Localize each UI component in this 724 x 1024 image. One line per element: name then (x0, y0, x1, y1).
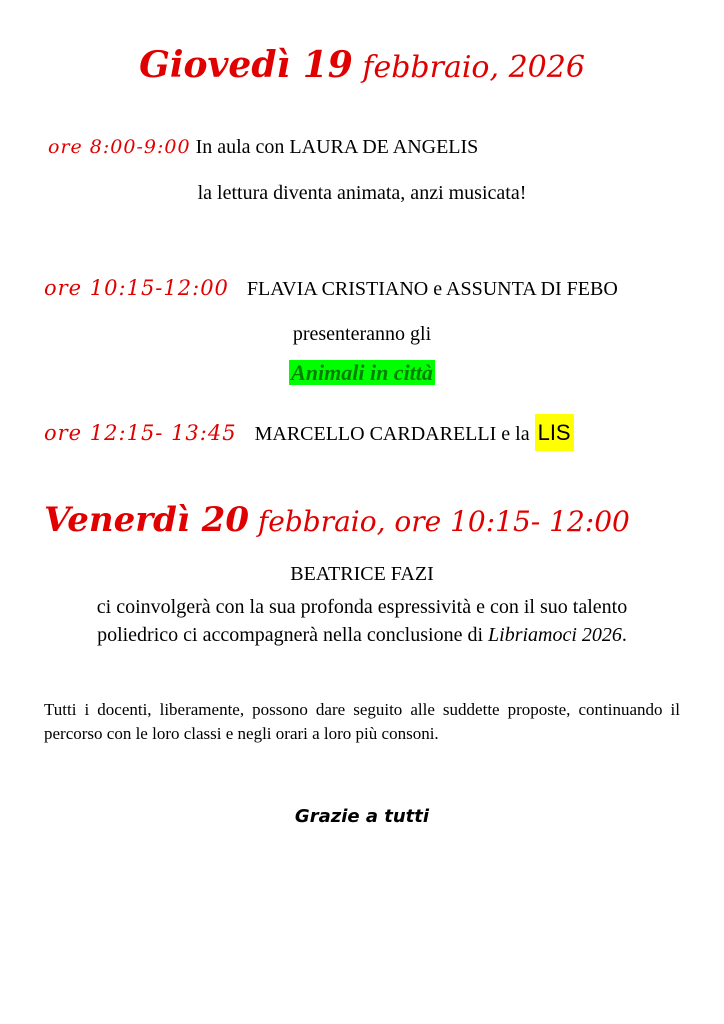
day2-desc2-italic: Libriamoci 2026 (488, 624, 622, 646)
day2-desc1: ci coinvolgerà con la sua profonda espressività e con il suo talento (96, 596, 628, 618)
day2-desc2-suffix: . (621, 624, 627, 646)
session1-desc-line (0, 182, 724, 205)
session3-text: MARCELLO CARDARELLI e la (254, 423, 535, 445)
day2-heading (44, 500, 714, 540)
session1-desc: la lettura diventa animata, anzi musicata! (197, 182, 527, 204)
day2-heading-rest: febbraio, ore 10:15- 12:00 (249, 505, 630, 538)
session2-title-line (0, 360, 724, 386)
day2-desc-line2 (0, 624, 724, 647)
session2-line (44, 276, 714, 301)
note-paragraph: Tutti i docenti, liberamente, possono dare seguito alle suddette proposte, continuando il percorso con le loro classi e negli orari a loro più consoni. (44, 700, 680, 743)
day1-heading-date: febbraio, 2026 (352, 50, 585, 85)
day2-heading-day: Venerdì 20 (44, 500, 249, 540)
day2-desc2-prefix: poliedrico ci accompagnerà nella conclusione di (97, 624, 489, 646)
session2-title: Animali in città (291, 360, 433, 385)
session1-text: In aula con LAURA DE ANGELIS (190, 136, 479, 158)
session2-time: ore 10:15-12:00 (44, 276, 229, 300)
session1-line (48, 136, 708, 159)
day2-desc-line1 (0, 596, 724, 619)
session3-highlight: LIS (535, 414, 574, 451)
day1-heading-day: Giovedì 19 (139, 44, 353, 86)
day1-heading (0, 44, 724, 86)
session2-desc: presenteranno gli (292, 323, 432, 345)
session1-time: ore 8:00-9:00 (48, 136, 191, 158)
closing-text: Grazie a tutti (294, 806, 430, 827)
session2-desc-line (0, 323, 724, 346)
closing-line (0, 806, 724, 827)
day2-guest-line (0, 563, 724, 586)
session3-time: ore 12:15- 13:45 (44, 421, 237, 445)
day2-guest: BEATRICE FAZI (290, 563, 434, 585)
session3-line (44, 420, 714, 446)
session2-text: FLAVIA CRISTIANO e ASSUNTA DI FEBO (246, 278, 618, 300)
